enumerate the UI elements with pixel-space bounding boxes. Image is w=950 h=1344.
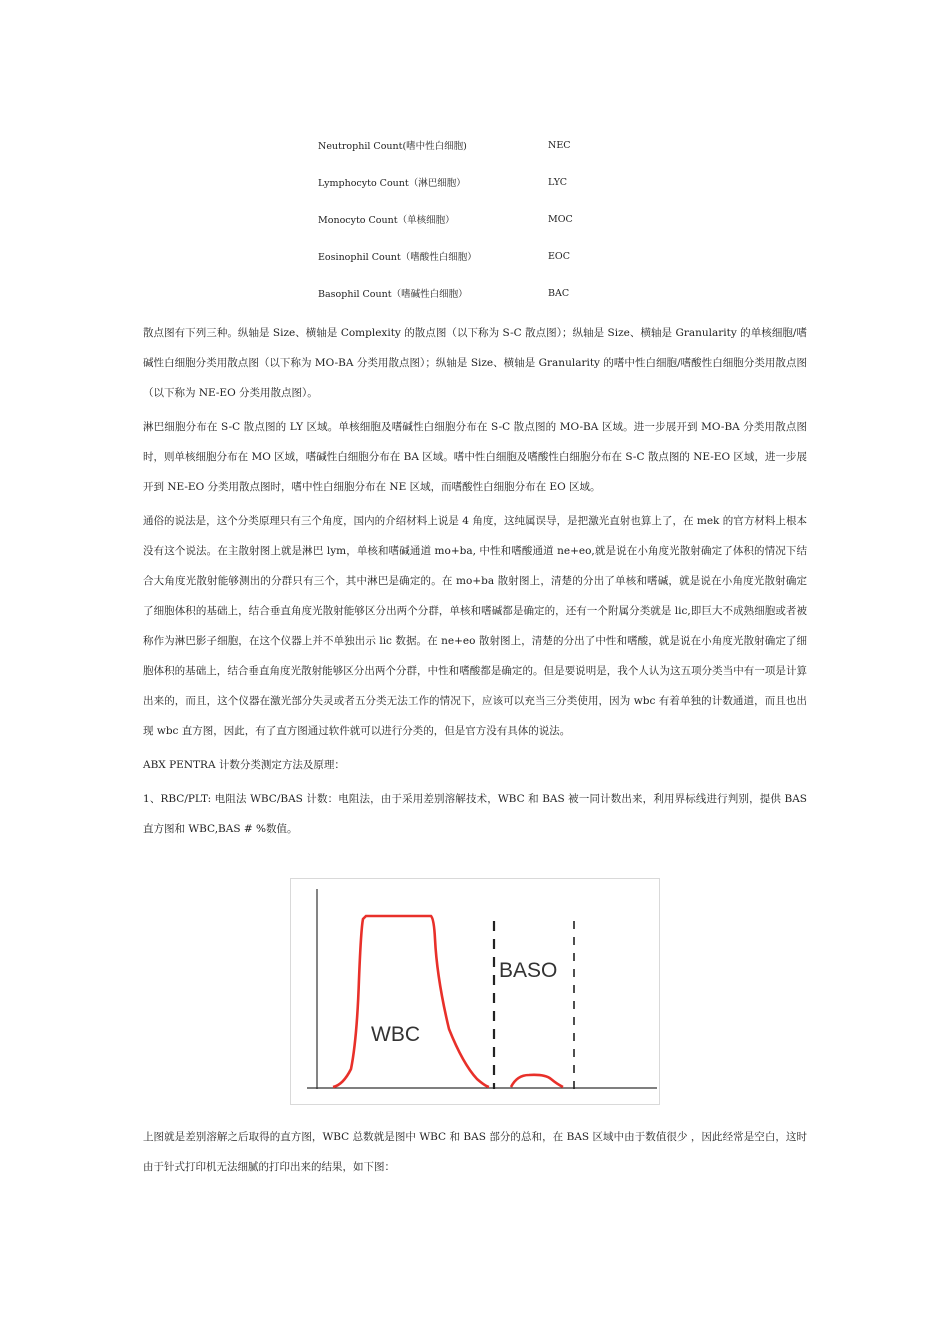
abbreviation-name: Eosinophil Count（嗜酸性白细胞） (318, 252, 477, 263)
wbc-curve (333, 916, 489, 1087)
abbreviation-name: Monocyto Count（单核细胞） (318, 215, 455, 226)
paragraph-rbc-plt: 1、RBC/PLT: 电阻法 WBC/BAS 计数：电阻法，由于采用差别溶解技术，WBC 和 BAS 被一同计数出来，利用界标线进行判别，提供 BAS 直方图和 WBC,BAS # %数值。 (143, 793, 807, 835)
after-figure-text (143, 1122, 807, 1186)
abbreviation-row (318, 249, 608, 286)
abbreviation-name: Lymphocyto Count（淋巴细胞） (318, 178, 466, 189)
baso-curve (511, 1075, 563, 1087)
abbreviation-row (318, 212, 608, 249)
abbreviation-table (318, 138, 608, 323)
abbreviation-code: BAC (548, 288, 570, 299)
paragraph-cell-distribution: 淋巴细胞分布在 S-C 散点图的 LY 区域。单核细胞及嗜碱性白细胞分布在 S-C 散点图的 MO-BA 区域。进一步展开到 MO-BA 分类用散点图时，则单核细胞分布在 MO 区域，嗜碱性白细胞分布在 BA 区域。嗜中性白细胞及嗜酸性白细胞分布在 S-C 散点图的 NE-EO 区域，进一步展开到 NE-EO 分类用散点图时，嗜中性白细胞分布在 NE 区域，而嗜酸性白细胞分布在 EO 区域。 (143, 421, 807, 493)
abbreviation-name: Neutrophil Count(嗜中性白细胞) (318, 141, 467, 152)
paragraph-scatter-types: 散点图有下列三种。纵轴是 Size、横轴是 Complexity 的散点图（以下称为 S-C 散点图）；纵轴是 Size、横轴是 Granularity 的单核细胞/嗜碱性白细胞分类用散点图（以下称为 MO-BA 分类用散点图）；纵轴是 Size、横轴是 Granularity 的嗜中性白细胞/嗜酸性白细胞分类用散点图（以下称为 NE-EO 分类用散点图）。 (143, 327, 807, 399)
paragraph-principle-explanation: 通俗的说法是，这个分类原理只有三个角度，国内的介绍材料上说是 4 角度，这纯属误导，是把激光直射也算上了，在 mek 的官方材料上根本没有这个说法。在主散射图上就是淋巴 lym，单核和嗜碱通道 mo+ba, 中性和嗜酸通道 ne+eo,就是说在小角度光散射确定了体积的情况下结合大角度光散射能够测出的分群只有三个，其中淋巴是确定的。在 mo+ba 散射图上，清楚的分出了单核和嗜碱，就是说在小角度光散射确定了细胞体积的基础上，结合垂直角度光散射能够区分出两个分群，单核和嗜碱都是确定的，还有一个附属分类就是 lic,即巨大不成熟细胞或者被称作为淋巴影子细胞，在这个仪器上并不单独出示 lic 数据。在 ne+eo 散射图上，清楚的分出了中性和嗜酸，就是说在小角度光散射确定了细胞体积的基础上，结合垂直角度光散射能够区分出两个分群，中性和嗜酸都是确定的。但是要说明是，我个人认为这五项分类当中有一项是计算出来的，而且，这个仪器在激光部分失灵或者五分类无法工作的情况下，应该可以充当三分类使用，因为 wbc 有着单独的计数通道，而且也出现 wbc 直方图，因此，有了直方图通过软件就可以进行分类的，但是官方没有具体的说法。 (143, 515, 807, 737)
abbreviation-code: MOC (548, 214, 573, 225)
wbc-label: WBC (371, 1023, 420, 1046)
histogram-svg (291, 879, 659, 1104)
baso-label: BASO (499, 959, 558, 982)
abbreviation-code: EOC (548, 251, 570, 262)
abbreviation-code: LYC (548, 177, 568, 188)
wbc-baso-histogram-figure (290, 878, 660, 1105)
paragraph-histogram-explanation: 上图就是差别溶解之后取得的直方图，WBC 总数就是图中 WBC 和 BAS 部分的总和，在 BAS 区域中由于数值很少 ，因此经常是空白，这时由于针式打印机无法细腻的打印出来的结果，如下图： (143, 1131, 807, 1173)
paragraph-abx-heading: ABX PENTRA 计数分类测定方法及原理： (143, 759, 345, 771)
abbreviation-name: Basophil Count（嗜碱性白细胞） (318, 289, 468, 300)
abbreviation-row (318, 175, 608, 212)
abbreviation-row (318, 138, 608, 175)
abbreviation-code: NEC (548, 140, 571, 151)
main-text (143, 318, 807, 848)
